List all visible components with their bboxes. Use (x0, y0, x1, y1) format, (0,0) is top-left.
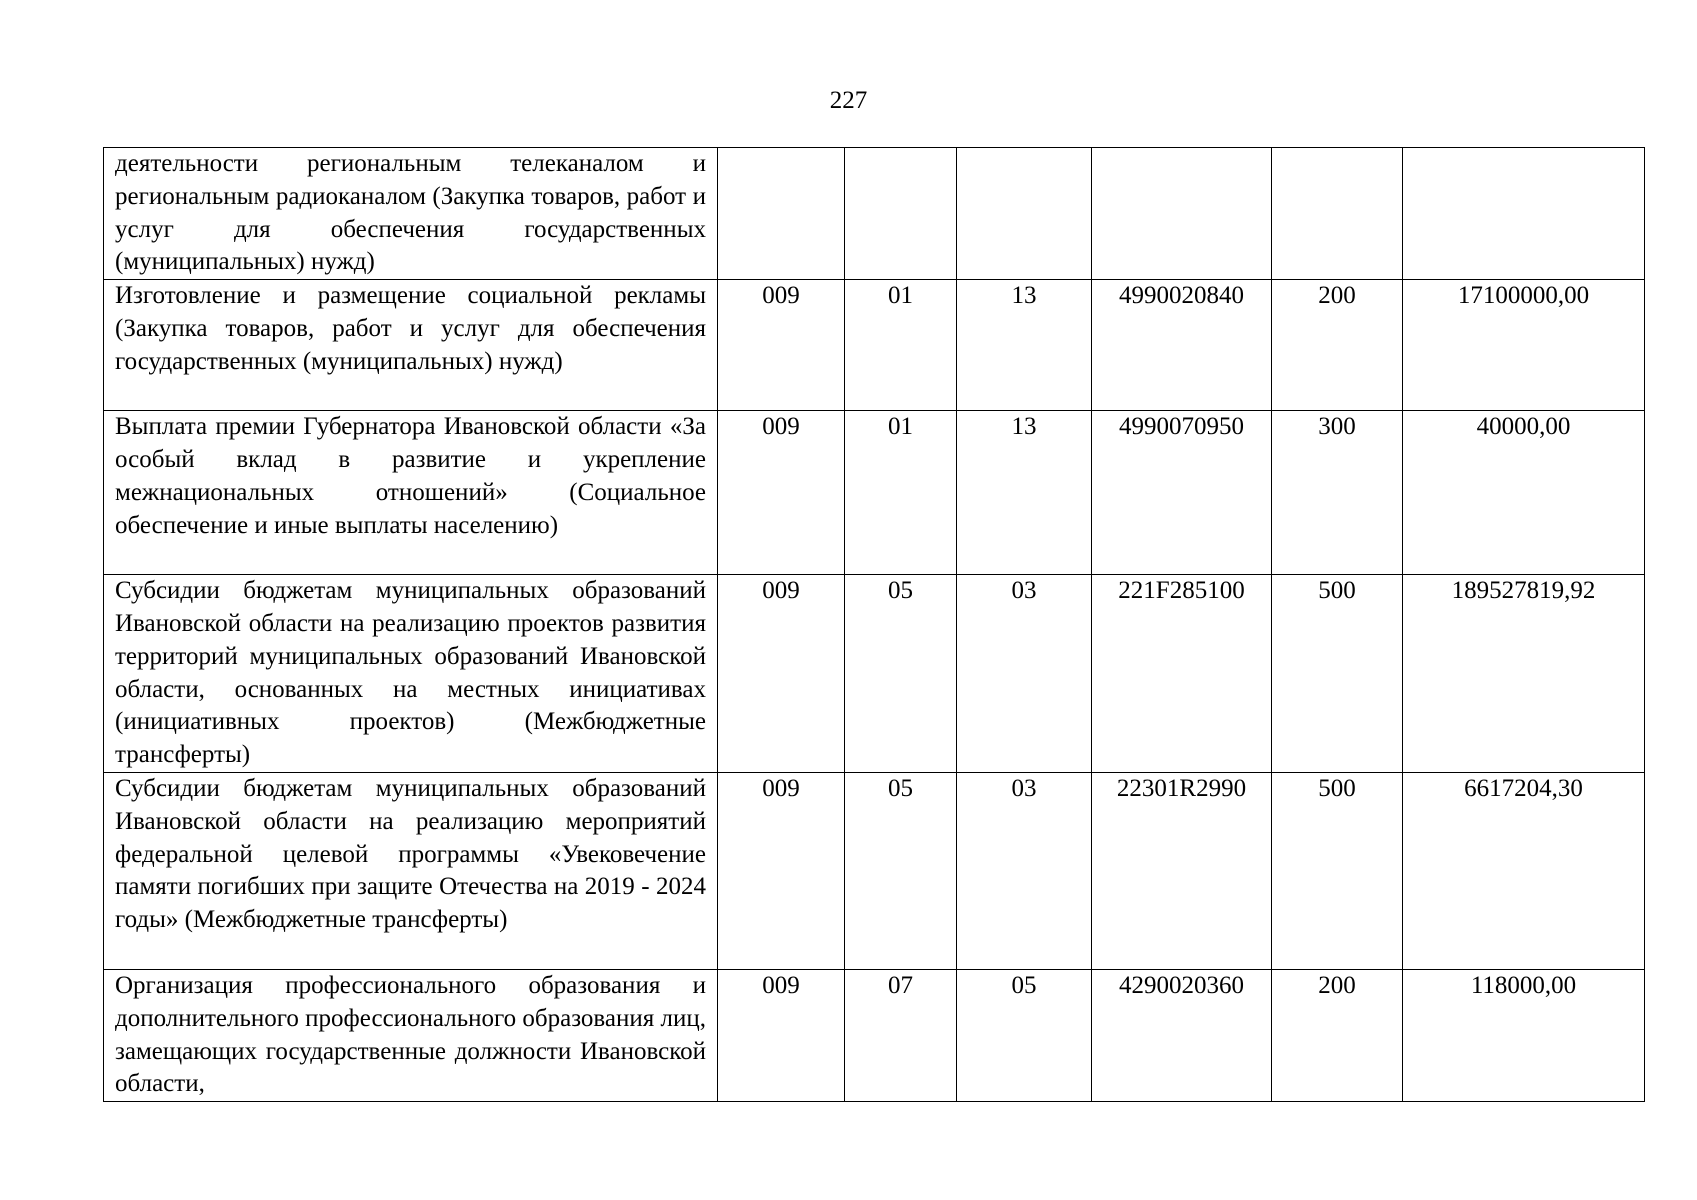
page-number: 227 (829, 87, 868, 114)
table-row (104, 148, 1645, 280)
section-code: 05 (845, 575, 957, 773)
table-row (104, 772, 1645, 969)
subsection-code: 13 (957, 280, 1092, 411)
row-description: Субсидии бюджетам муниципальных образований Ивановской области на реализацию мероприятий федеральной целевой программы «Увековечение памяти погибших при защите Отечества на 2019 - 2024 годы» (Межбюджетные трансферты) (104, 772, 718, 969)
expense-type-code: 500 (1272, 772, 1403, 969)
section-code: 01 (845, 280, 957, 411)
amount: 118000,00 (1403, 969, 1645, 1101)
expense-type-code: 200 (1272, 969, 1403, 1101)
target-article-code: 221F285100 (1092, 575, 1272, 773)
table-row (104, 280, 1645, 411)
row-description: Изготовление и размещение социальной рекламы (Закупка товаров, работ и услуг для обеспечения государственных (муниципальных) нужд) (104, 280, 718, 411)
amount: 40000,00 (1403, 411, 1645, 575)
table-row (104, 411, 1645, 575)
subsection-code (957, 148, 1092, 280)
subsection-code: 03 (957, 772, 1092, 969)
grbs-code: 009 (718, 575, 845, 773)
target-article-code: 22301R2990 (1092, 772, 1272, 969)
row-description: Субсидии бюджетам муниципальных образований Ивановской области на реализацию проектов развития территорий муниципальных образований Ивановской области, основанных на местных инициативах (инициативных проектов) (Межбюджетные трансферты) (104, 575, 718, 773)
grbs-code: 009 (718, 411, 845, 575)
row-description: деятельности региональным телеканалом и региональным радиоканалом (Закупка товаров, работ и услуг для обеспечения государственных (муниципальных) нужд) (104, 148, 718, 280)
section-code (845, 148, 957, 280)
expense-type-code: 300 (1272, 411, 1403, 575)
amount: 6617204,30 (1403, 772, 1645, 969)
subsection-code: 13 (957, 411, 1092, 575)
expense-type-code: 500 (1272, 575, 1403, 773)
grbs-code (718, 148, 845, 280)
amount: 189527819,92 (1403, 575, 1645, 773)
target-article-code: 4290020360 (1092, 969, 1272, 1101)
section-code: 07 (845, 969, 957, 1101)
budget-table (103, 147, 1645, 1102)
section-code: 05 (845, 772, 957, 969)
subsection-code: 03 (957, 575, 1092, 773)
target-article-code: 4990070950 (1092, 411, 1272, 575)
subsection-code: 05 (957, 969, 1092, 1101)
section-code: 01 (845, 411, 957, 575)
amount: 17100000,00 (1403, 280, 1645, 411)
table-row (104, 969, 1645, 1101)
row-description: Выплата премии Губернатора Ивановской области «За особый вклад в развитие и укрепление межнациональных отношений» (Социальное обеспечение и иные выплаты населению) (104, 411, 718, 575)
target-article-code: 4990020840 (1092, 280, 1272, 411)
expense-type-code (1272, 148, 1403, 280)
target-article-code (1092, 148, 1272, 280)
grbs-code: 009 (718, 280, 845, 411)
table-row (104, 575, 1645, 773)
grbs-code: 009 (718, 969, 845, 1101)
amount (1403, 148, 1645, 280)
grbs-code: 009 (718, 772, 845, 969)
row-description: Организация профессионального образования и дополнительного профессионального образования лиц, замещающих государственные должности Ивановской области, (104, 969, 718, 1101)
expense-type-code: 200 (1272, 280, 1403, 411)
